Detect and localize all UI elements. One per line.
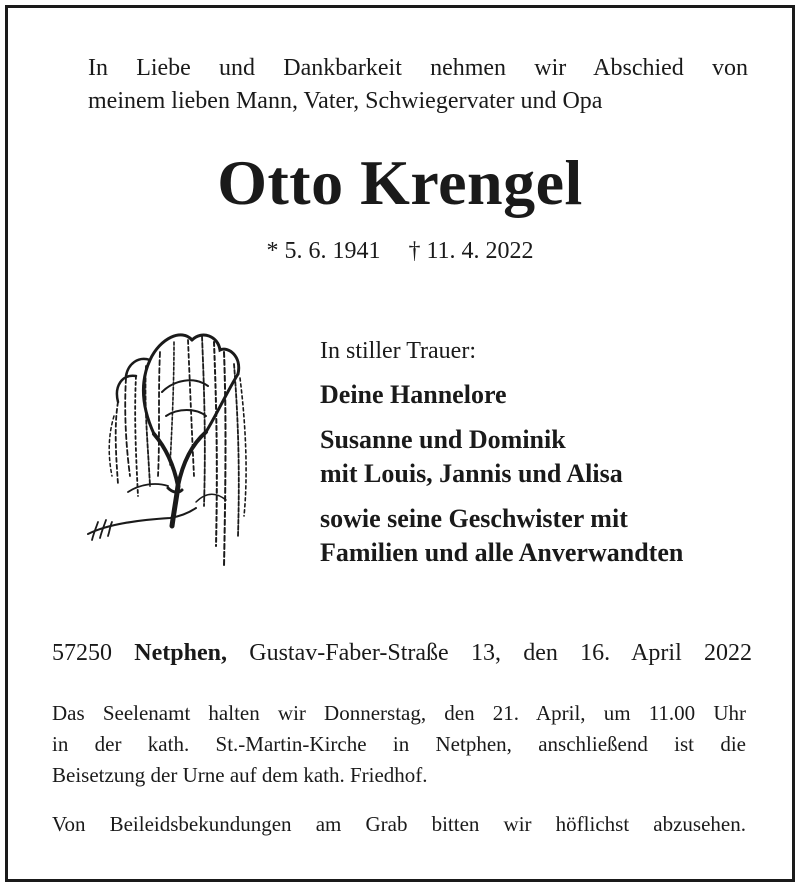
service-line-2: in der kath. St.-Martin-Kirche in Netphen, anschließend ist die	[52, 732, 746, 756]
birth-date: * 5. 6. 1941	[266, 238, 381, 264]
service-info	[52, 698, 746, 791]
deceased-name: Otto Krengel	[217, 147, 583, 218]
life-dates	[0, 238, 800, 265]
mourning-lead: In stiller Trauer:	[320, 338, 476, 364]
mourner-group-relatives	[320, 502, 760, 570]
mourner-group-spouse	[320, 378, 760, 412]
address-city: Netphen,	[134, 640, 227, 666]
address-zip: 57250	[52, 640, 112, 666]
condolence-note: Von Beileidsbekundungen am Grab bitten wir höflichst abzusehen.	[52, 812, 746, 836]
address-line	[52, 640, 752, 667]
intro-line-1: In Liebe und Dankbarkeit nehmen wir Abschied von	[88, 55, 748, 81]
mourner-line: sowie seine Geschwister mit	[320, 504, 628, 533]
intro-line-2: meinem lieben Mann, Vater, Schwiegervater und Opa	[88, 88, 603, 114]
address-street-date: Gustav-Faber-Straße 13, den 16. April 2022	[249, 640, 753, 666]
mourner-line: Deine Hannelore	[320, 380, 507, 409]
mourner-group-children	[320, 423, 760, 491]
mourner-line: Familien und alle Anverwandten	[320, 538, 684, 567]
mourners-block	[320, 336, 760, 581]
service-line-3: Beisetzung der Urne auf dem kath. Friedhof.	[52, 763, 428, 787]
mourner-line: mit Louis, Jannis und Alisa	[320, 459, 623, 488]
service-line-1: Das Seelenamt halten wir Donnerstag, den 21. April, um 11.00 Uhr	[52, 701, 746, 725]
death-date: † 11. 4. 2022	[408, 238, 534, 264]
mourner-line: Susanne und Dominik	[320, 425, 566, 454]
intro-text	[88, 52, 748, 118]
willow-tree-illustration	[78, 316, 268, 578]
